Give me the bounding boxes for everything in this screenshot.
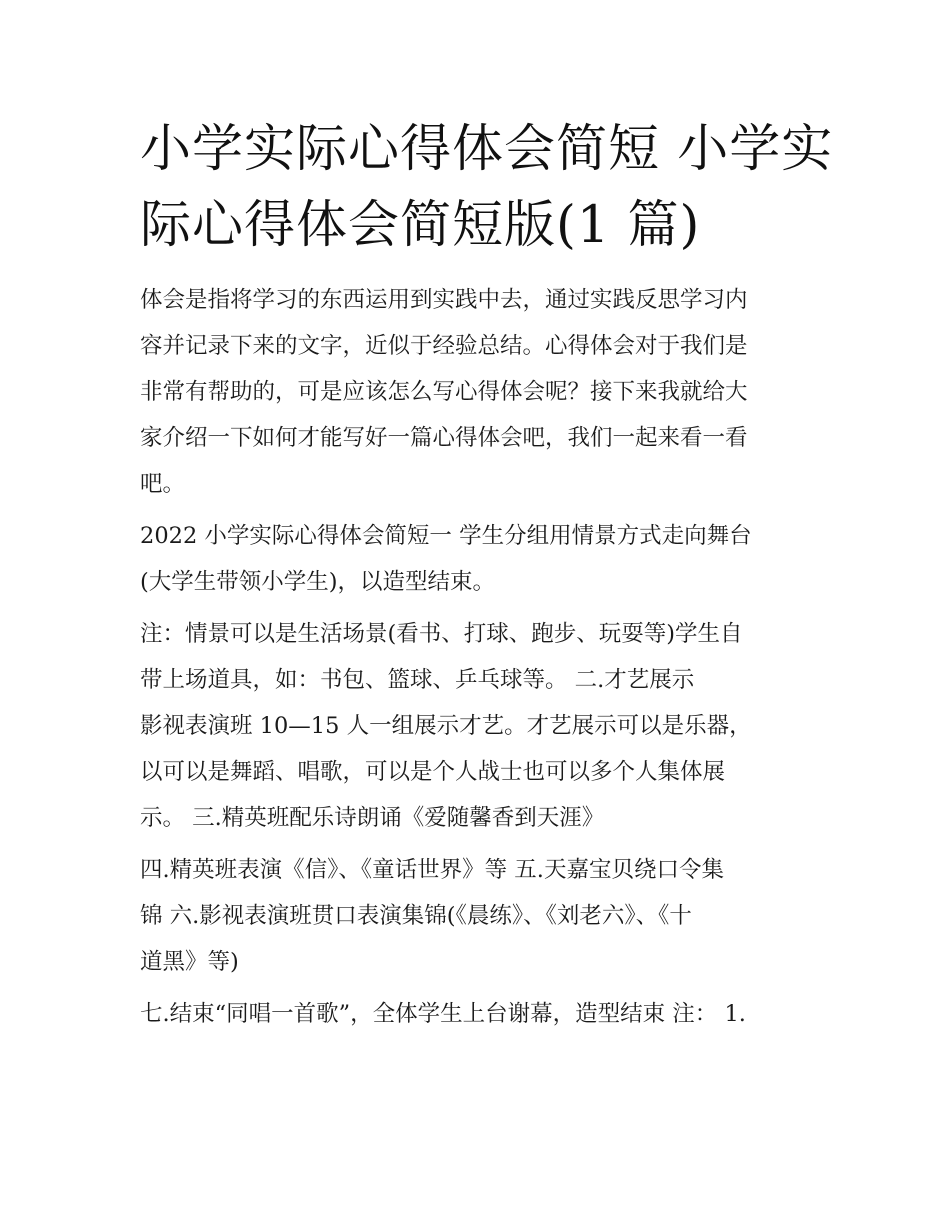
text-line: 锦 六.影视表演班贯口表演集锦(《晨练》、《刘老六》、《十: [140, 903, 692, 929]
text-line: 容并记录下来的文字，近似于经验总结。心得体会对于我们是: [140, 333, 748, 359]
text-line: 体会是指将学习的东西运用到实践中去，通过实践反思学习内: [140, 287, 748, 313]
paragraph-items-four-to-six: [140, 847, 820, 985]
text-line: 家介绍一下如何才能写好一篇心得体会吧，我们一起来看一看: [140, 425, 748, 451]
text-line: 七.结束“同唱一首歌”，全体学生上台谢幕，造型结束 注： 1.: [140, 1001, 746, 1027]
text-line: 注：情景可以是生活场景(看书、打球、跑步、玩耍等)学生自: [140, 621, 743, 647]
document-title: [140, 112, 834, 264]
text-line: 道黑》等): [140, 949, 239, 975]
document-body: [140, 277, 820, 1043]
text-line: 影视表演班 10—15 人一组展示才艺。才艺展示可以是乐器，: [140, 713, 752, 739]
paragraph-item-seven: [140, 991, 820, 1037]
text-line: 以可以是舞蹈、唱歌，可以是个人战士也可以多个人集体展: [140, 759, 726, 785]
text-line: 2022 小学实际心得体会简短一 学生分组用情景方式走向舞台: [140, 523, 752, 549]
text-line: 非常有帮助的，可是应该怎么写心得体会呢？接下来我就给大: [140, 379, 748, 405]
text-line: 示。 三.精英班配乐诗朗诵《爱随馨香到天涯》: [140, 805, 605, 831]
paragraph-item-one: [140, 513, 820, 605]
text-line: 吧。: [140, 471, 186, 497]
title-line: 际心得体会简短版(1 篇): [140, 196, 701, 255]
paragraph-intro: [140, 277, 820, 507]
text-line: (大学生带领小学生)，以造型结束。: [140, 569, 496, 595]
paragraph-note: [140, 611, 820, 841]
title-line: 小学实际心得体会简短 小学实: [140, 120, 834, 179]
text-line: 四.精英班表演《信》、《童话世界》等 五.天嘉宝贝绕口令集: [140, 857, 724, 883]
text-line: 带上场道具，如：书包、篮球、乒乓球等。 二.才艺展示: [140, 667, 695, 693]
